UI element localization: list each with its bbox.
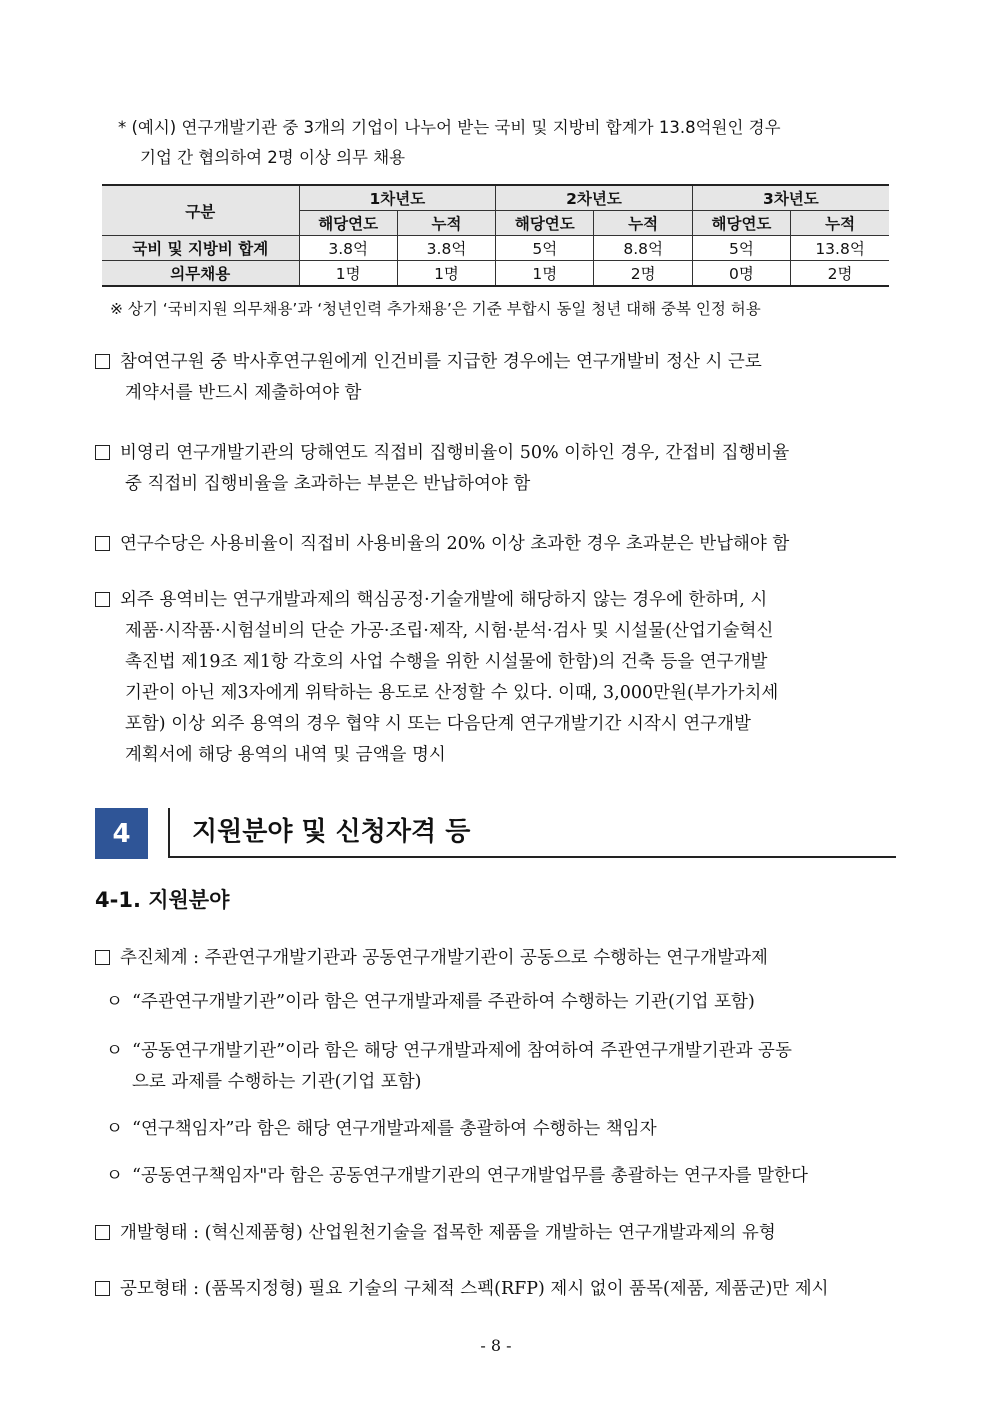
section-number: 4 (95, 808, 148, 859)
paragraph-call-type (95, 1274, 897, 1305)
circle-bullet-icon: ㅇ (106, 992, 123, 1012)
paragraph-line: 제품·시작품·시험설비의 단순 가공·조립·제작, 시험·분석·검사 및 시설물(산업기술혁신 (125, 621, 774, 641)
paragraph-line: 중 직접비 집행비율을 초과하는 부분은 반납하여야 함 (125, 474, 531, 494)
paragraph-structure (95, 943, 897, 974)
paragraph-line: 비영리 연구개발기관의 당해연도 직접비 집행비율이 50% 이하인 경우, 간접비 집행비율 (120, 443, 790, 463)
checkbox-square-icon (95, 1281, 110, 1296)
row-label: 의무채용 (102, 261, 299, 287)
table-header-category: 구분 (102, 185, 299, 236)
table-header-year-3: 3차년도 (692, 185, 889, 211)
table-subheader: 누적 (791, 211, 889, 236)
table-cell: 2명 (791, 261, 889, 287)
paragraph-line: 외주 용역비는 연구개발과제의 핵심공정·기술개발에 해당하지 않는 경우에 한하며, 시 (120, 590, 768, 610)
table-subheader: 해당연도 (299, 211, 397, 236)
checkbox-square-icon (95, 354, 110, 369)
table-cell: 1명 (496, 261, 594, 287)
row-label: 국비 및 지방비 합계 (102, 236, 299, 261)
paragraph-line: 촉진법 제19조 제1항 각호의 사업 수행을 위한 시설물에 한함)의 건축 등을 연구개발 (125, 652, 768, 672)
section-title: 지원분야 및 신청자격 등 (168, 808, 896, 858)
example-note-line-2: 기업 간 협의하여 2명 이상 의무 채용 (140, 148, 406, 167)
checkbox-square-icon (95, 950, 110, 965)
paragraph-dev-type (95, 1218, 897, 1249)
table-header-year-1: 1차년도 (299, 185, 496, 211)
table-cell: 5억 (692, 236, 790, 261)
table-cell: 0명 (692, 261, 790, 287)
checkbox-square-icon (95, 1225, 110, 1240)
example-note (118, 113, 903, 173)
subsection-title: 4-1. 지원분야 (95, 888, 230, 912)
table-cell: 1명 (299, 261, 397, 287)
paragraph-research-allowance (95, 529, 897, 560)
list-item (106, 1161, 897, 1192)
paragraph-line: 추진체계 : 주관연구개발기관과 공동연구개발기관이 공동으로 수행하는 연구개발과제 (120, 948, 768, 968)
paragraph-line: 연구수당은 사용비율이 직접비 사용비율의 20% 이상 초과한 경우 초과분은 반납해야 함 (120, 534, 790, 554)
list-item (106, 1114, 897, 1145)
table-cell: 13.8억 (791, 236, 889, 261)
list-item (106, 987, 897, 1018)
list-item-line: “연구책임자”라 함은 해당 연구개발과제를 총괄하여 수행하는 책임자 (132, 1119, 657, 1139)
table-cell: 3.8억 (397, 236, 495, 261)
paragraph-postdoc-contract (95, 347, 897, 409)
paragraph-line: 계획서에 해당 용역의 내역 및 금액을 명시 (125, 745, 446, 765)
circle-bullet-icon: ㅇ (106, 1119, 123, 1139)
checkbox-square-icon (95, 445, 110, 460)
table-subheader: 해당연도 (496, 211, 594, 236)
list-item-line: “공동연구책임자"라 함은 공동연구개발기관의 연구개발업무를 총괄하는 연구자를 말한다 (132, 1166, 808, 1186)
table-row (102, 261, 889, 287)
paragraph-line: 계약서를 반드시 제출하여야 함 (125, 383, 362, 403)
table-cell: 3.8억 (299, 236, 397, 261)
paragraph-line: 공모형태 : (품목지정형) 필요 기술의 구체적 스펙(RFP) 제시 없이 품목(제품, 제품군)만 제시 (120, 1279, 829, 1299)
list-item (106, 1036, 897, 1098)
list-item-line: “공동연구개발기관”이라 함은 해당 연구개발과제에 참여하여 주관연구개발기관과 공동 (132, 1041, 792, 1061)
paragraph-outsourcing (95, 585, 897, 771)
hiring-table (102, 184, 889, 287)
table-header-year-2: 2차년도 (496, 185, 693, 211)
reference-note: ※ 상기 ‘국비지원 의무채용’과 ‘청년인력 추가채용’은 기준 부합시 동일 청년 대해 중복 인정 허용 (110, 300, 761, 318)
paragraph-direct-cost-ratio (95, 438, 897, 500)
list-item-line: 으로 과제를 수행하는 기관(기업 포함) (132, 1072, 422, 1092)
table-row (102, 236, 889, 261)
table-cell: 2명 (594, 261, 692, 287)
table-subheader: 누적 (397, 211, 495, 236)
paragraph-line: 참여연구원 중 박사후연구원에게 인건비를 지급한 경우에는 연구개발비 정산 시 근로 (120, 352, 762, 372)
paragraph-line: 기관이 아닌 제3자에게 위탁하는 용도로 산정할 수 있다. 이때, 3,000만원(부가가치세 (125, 683, 779, 703)
checkbox-square-icon (95, 592, 110, 607)
checkbox-square-icon (95, 536, 110, 551)
circle-bullet-icon: ㅇ (106, 1166, 123, 1186)
table-cell: 5억 (496, 236, 594, 261)
example-note-line-1: * (예시) 연구개발기관 중 3개의 기업이 나누어 받는 국비 및 지방비 합계가 13.8억원인 경우 (118, 118, 781, 137)
table-subheader: 누적 (594, 211, 692, 236)
table-cell: 8.8억 (594, 236, 692, 261)
paragraph-line: 포함) 이상 외주 용역의 경우 협약 시 또는 다음단계 연구개발기간 시작시 연구개발 (125, 714, 751, 734)
paragraph-line: 개발형태 : (혁신제품형) 산업원천기술을 접목한 제품을 개발하는 연구개발과제의 유형 (120, 1223, 776, 1243)
page-number: - 8 - (480, 1336, 512, 1355)
list-item-line: “주관연구개발기관”이라 함은 연구개발과제를 주관하여 수행하는 기관(기업 포함) (132, 992, 755, 1012)
circle-bullet-icon: ㅇ (106, 1041, 123, 1061)
table-cell: 1명 (397, 261, 495, 287)
table-subheader: 해당연도 (692, 211, 790, 236)
